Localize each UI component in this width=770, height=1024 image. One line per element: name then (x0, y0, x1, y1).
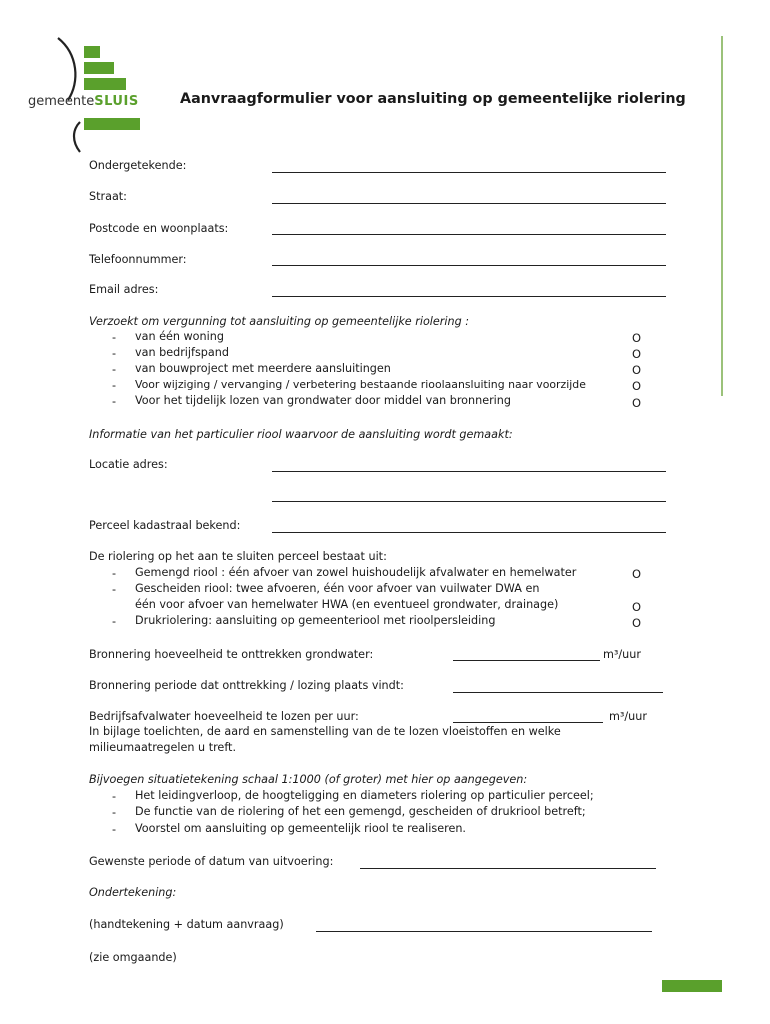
bedrijf-note-2: milieumaatregelen u treft. (89, 741, 237, 754)
bijvoegen-dash-2: - (112, 823, 117, 836)
unit-bronnering: m³/uur (603, 648, 641, 661)
bedrijf-note-1: In bijlage toelichten, de aard en samenstelling van de te lozen vloeistoffen en welke (89, 725, 561, 738)
riolering-option-1[interactable]: O (632, 567, 642, 581)
input-postcode[interactable] (272, 234, 666, 235)
riolering-item-1: Gemengd riool : één afvoer van zowel huishoudelijk afvalwater en hemelwater (135, 566, 577, 579)
logo-text-sluis: SLUIS (94, 94, 139, 109)
page-title: Aanvraagformulier voor aansluiting op gemeentelijke riolering (180, 91, 686, 107)
riolering-dash-3: - (112, 615, 117, 628)
logo-bar-3 (84, 78, 126, 90)
input-locatie-1[interactable] (272, 471, 666, 472)
riolering-option-3[interactable]: O (632, 616, 642, 630)
request-option-0[interactable]: O (632, 331, 642, 345)
input-bronnering-periode[interactable] (453, 692, 663, 693)
request-dash-4: - (112, 395, 117, 408)
bijvoegen-dash-1: - (112, 806, 117, 819)
request-option-3[interactable]: O (632, 379, 642, 393)
label-perceel: Perceel kadastraal bekend: (89, 519, 241, 532)
riolering-intro: De riolering op het aan te sluiten perceel bestaat uit: (89, 550, 387, 563)
request-item-2: van bouwproject met meerdere aansluitingen (135, 362, 391, 375)
input-bronnering-hoeveelheid[interactable] (453, 660, 600, 661)
unit-bedrijfsafvalwater: m³/uur (609, 710, 647, 723)
riolering-item-2a: Gescheiden riool: twee afvoeren, één voor afvoer van vuilwater DWA en (135, 582, 540, 595)
label-straat: Straat: (89, 190, 127, 203)
request-heading: Verzoekt om vergunning tot aansluiting op gemeentelijke riolering : (89, 315, 470, 328)
label-zie-omgaande: (zie omgaande) (89, 951, 177, 964)
bijvoegen-dash-0: - (112, 790, 117, 803)
request-item-3: Voor wijziging / vervanging / verbetering bestaande rioolaansluiting naar voorzijde (135, 378, 586, 391)
label-bedrijfsafvalwater: Bedrijfsafvalwater hoeveelheid te lozen per uur: (89, 710, 359, 723)
bijvoegen-item-1: De functie van de riolering of het een gemengd, gescheiden of drukriool betreft; (135, 805, 586, 818)
footer-green-bar (662, 980, 722, 992)
info-heading: Informatie van het particulier riool waarvoor de aansluiting wordt gemaakt: (89, 428, 513, 441)
request-option-4[interactable]: O (632, 396, 642, 410)
request-item-4: Voor het tijdelijk lozen van grondwater door middel van bronnering (135, 394, 511, 407)
input-straat[interactable] (272, 203, 666, 204)
label-bronnering-periode: Bronnering periode dat onttrekking / lozing plaats vindt: (89, 679, 404, 692)
label-ondergetekende: Ondergetekende: (89, 159, 187, 172)
request-dash-3: - (112, 379, 117, 392)
riolering-item-2b: één voor afvoer van hemelwater HWA (en eventueel grondwater, drainage) (135, 598, 559, 611)
request-option-2[interactable]: O (632, 363, 642, 377)
label-email: Email adres: (89, 283, 159, 296)
label-handtekening: (handtekening + datum aanvraag) (89, 918, 284, 931)
bijvoegen-item-0: Het leidingverloop, de hoogteligging en diameters riolering op particulier perceel; (135, 789, 594, 802)
request-dash-0: - (112, 331, 117, 344)
request-dash-2: - (112, 363, 117, 376)
label-bronnering-hoeveelheid: Bronnering hoeveelheid te onttrekken grondwater: (89, 648, 374, 661)
input-gewenste-periode[interactable] (360, 868, 656, 869)
request-dash-1: - (112, 347, 117, 360)
logo-bar-4 (84, 118, 140, 130)
label-telefoon: Telefoonnummer: (89, 253, 187, 266)
request-item-1: van bedrijfspand (135, 346, 229, 359)
input-email[interactable] (272, 296, 666, 297)
logo-bar-1 (84, 46, 100, 58)
riolering-item-3: Drukriolering: aansluiting op gemeenteriool met rioolpersleiding (135, 614, 496, 627)
logo-bar-2 (84, 62, 114, 74)
bijvoegen-item-2: Voorstel om aansluiting op gemeentelijk riool te realiseren. (135, 822, 466, 835)
riolering-dash-2: - (112, 583, 117, 596)
input-perceel[interactable] (272, 532, 666, 533)
gemeente-sluis-logo (28, 34, 158, 154)
input-locatie-2[interactable] (272, 501, 666, 502)
request-item-0: van één woning (135, 330, 224, 343)
label-locatie: Locatie adres: (89, 458, 168, 471)
input-telefoon[interactable] (272, 265, 666, 266)
label-gewenste-periode: Gewenste periode of datum van uitvoering: (89, 855, 334, 868)
riolering-dash-1: - (112, 567, 117, 580)
input-handtekening[interactable] (316, 931, 652, 932)
input-ondergetekende[interactable] (272, 172, 666, 173)
label-postcode: Postcode en woonplaats: (89, 222, 229, 235)
logo-text-gemeente: gemeente (28, 94, 95, 109)
right-margin-line (721, 36, 723, 396)
bijvoegen-heading: Bijvoegen situatietekening schaal 1:1000 (of groter) met hier op aangegeven: (89, 773, 528, 786)
label-ondertekening: Ondertekening: (89, 886, 177, 899)
input-bedrijfsafvalwater[interactable] (453, 722, 603, 723)
riolering-option-2[interactable]: O (632, 600, 642, 614)
request-option-1[interactable]: O (632, 347, 642, 361)
